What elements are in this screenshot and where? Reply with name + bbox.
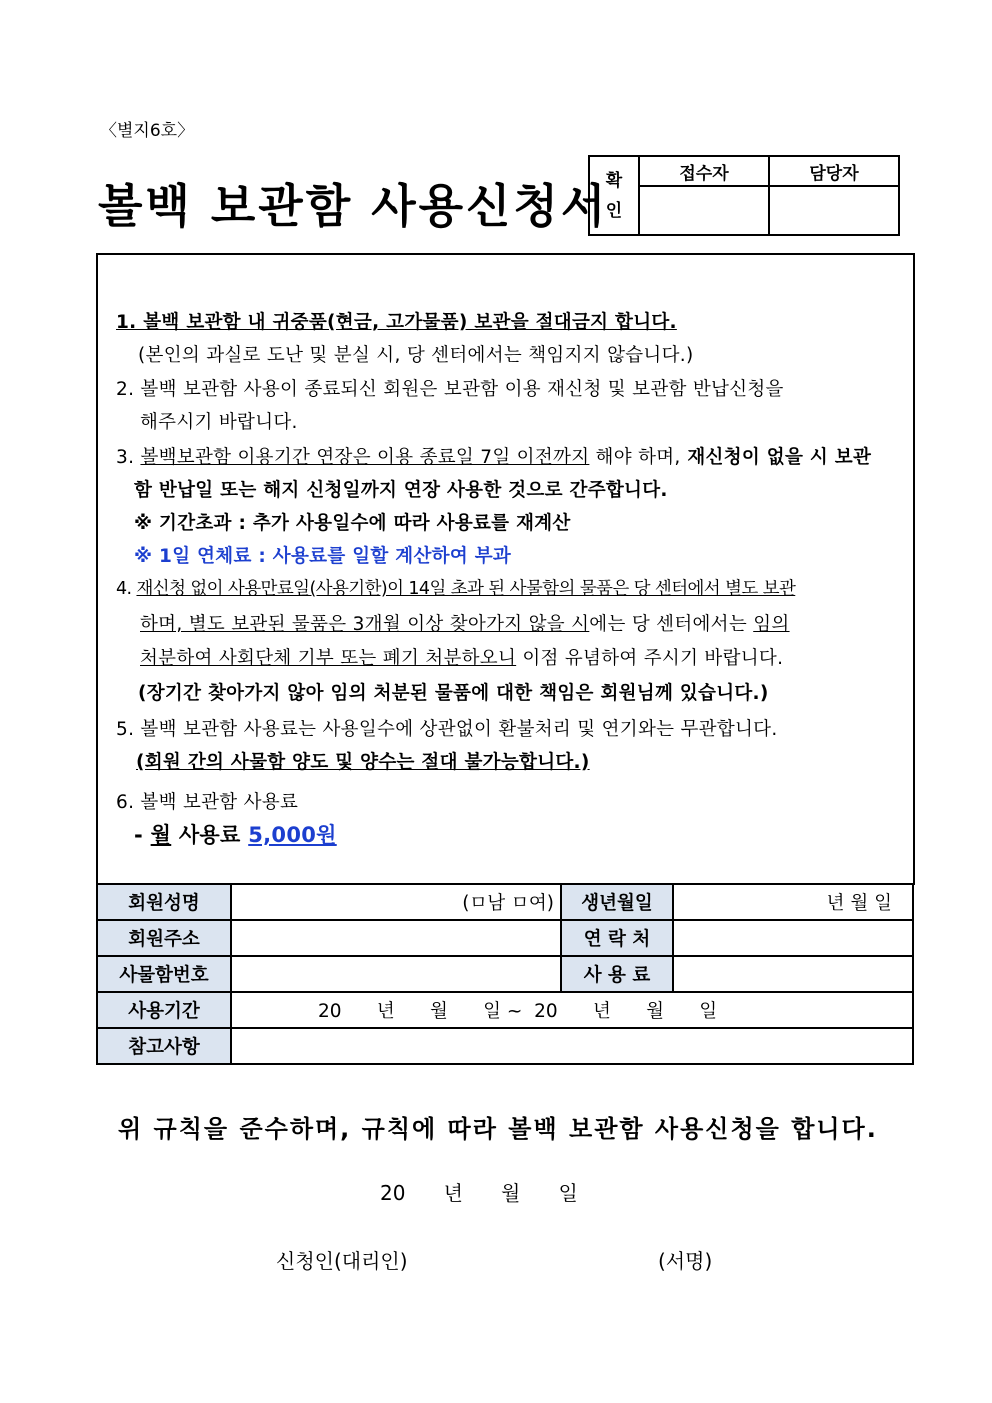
rules-box — [96, 253, 915, 885]
rule-4-line-1: 4. 재신청 없이 사용만료일(사용기한)이 14일 초과 된 사물함의 물품은 당 센터에서 별도 보관 — [116, 579, 796, 599]
rule-4-line-3: 처분하여 사회단체 기부 또는 폐기 처분하오니 이점 유념하여 주시기 바랍니다. — [140, 648, 784, 669]
address-label: 회원주소 — [97, 920, 231, 956]
note-label: 참고사항 — [97, 1028, 231, 1064]
gender-checkboxes[interactable]: (ㅁ남 ㅁ여) — [462, 893, 554, 914]
locker-number-label: 사물함번호 — [97, 956, 231, 992]
rule-6-title: 6. 볼백 보관함 사용료 — [116, 792, 299, 813]
application-date[interactable]: 20 년 월 일 — [380, 1181, 578, 1205]
birth-label: 생년월일 — [561, 884, 673, 920]
approval-box — [588, 155, 900, 236]
contact-label: 연 락 처 — [561, 920, 673, 956]
table-row — [97, 920, 913, 956]
table-row — [97, 884, 913, 920]
table-row — [97, 992, 913, 1028]
title-word: 볼백 — [98, 179, 193, 233]
title-word: 사용신청서 — [371, 179, 609, 233]
rule-5-note: (회원 간의 사물함 양도 및 양수는 절대 불가능합니다.) — [136, 752, 590, 773]
address-field[interactable] — [231, 920, 561, 956]
rule-3-note-1: ※ 기간초과 : 추가 사용일수에 따라 사용료를 재계산 — [134, 513, 571, 534]
contact-field[interactable] — [673, 920, 913, 956]
rule-3-note-2: ※ 1일 연체료 : 사용료를 일할 계산하여 부과 — [134, 546, 512, 567]
rule-6-fee: - 월 사용료 5,000원 — [134, 823, 337, 847]
name-label: 회원성명 — [97, 884, 231, 920]
table-row — [97, 1028, 913, 1064]
locker-number-field[interactable] — [231, 956, 561, 992]
birth-field[interactable]: 년 월 일 — [673, 884, 913, 920]
receiver-header: 접수자 — [639, 156, 769, 186]
page-title — [98, 170, 626, 236]
manager-header: 담당자 — [769, 156, 899, 186]
rule-3-line-1: 3. 볼백보관함 이용기간 연장은 이용 종료일 7일 이전까지 해야 하며, 재신청이 없을 시 보관 — [116, 447, 872, 468]
rule-1-note: (본인의 과실로 도난 및 분실 시, 당 센터에서는 책임지지 않습니다.) — [138, 345, 694, 366]
rule-2-line-2: 해주시기 바랍니다. — [140, 412, 298, 433]
form-number: 〈별지6호〉 — [100, 121, 195, 141]
fee-field[interactable] — [673, 956, 913, 992]
note-field[interactable] — [231, 1028, 913, 1064]
approval-label: 확 인 — [589, 156, 639, 235]
manager-sign-cell[interactable] — [769, 186, 899, 235]
name-field[interactable] — [231, 884, 561, 920]
fee-label: 사 용 료 — [561, 956, 673, 992]
period-label: 사용기간 — [97, 992, 231, 1028]
rule-3-line-2: 함 반납일 또는 해지 신청일까지 연장 사용한 것으로 간주합니다. — [134, 480, 668, 501]
signature-label[interactable]: (서명) — [658, 1249, 713, 1273]
period-field[interactable]: 20 년 월 일 ~ 20 년 월 일 — [231, 992, 913, 1028]
member-info-table — [96, 883, 914, 1065]
receiver-sign-cell[interactable] — [639, 186, 769, 235]
pledge-statement: 위 규칙을 준수하며, 규칙에 따라 볼백 보관함 사용신청을 합니다. — [118, 1115, 878, 1143]
table-row — [97, 956, 913, 992]
rule-2-line-1: 2. 볼백 보관함 사용이 종료되신 회원은 보관함 이용 재신청 및 보관함 반납신청을 — [116, 379, 784, 400]
rule-4-line-2: 하며, 별도 보관된 물품은 3개월 이상 찾아가지 않을 시에는 당 센터에서는 임의 — [140, 614, 790, 635]
title-word: 보관함 — [210, 179, 354, 233]
rule-1-title: 1. 볼백 보관함 내 귀중품(현금, 고가물품) 보관을 절대금지 합니다. — [116, 312, 677, 333]
rule-4-note: (장기간 찾아가지 않아 임의 처분된 물품에 대한 책임은 회원님께 있습니다.) — [138, 683, 769, 704]
rule-5-line-1: 5. 볼백 보관함 사용료는 사용일수에 상관없이 환불처리 및 연기와는 무관합니다. — [116, 719, 778, 740]
applicant-label: 신청인(대리인) — [276, 1249, 408, 1273]
